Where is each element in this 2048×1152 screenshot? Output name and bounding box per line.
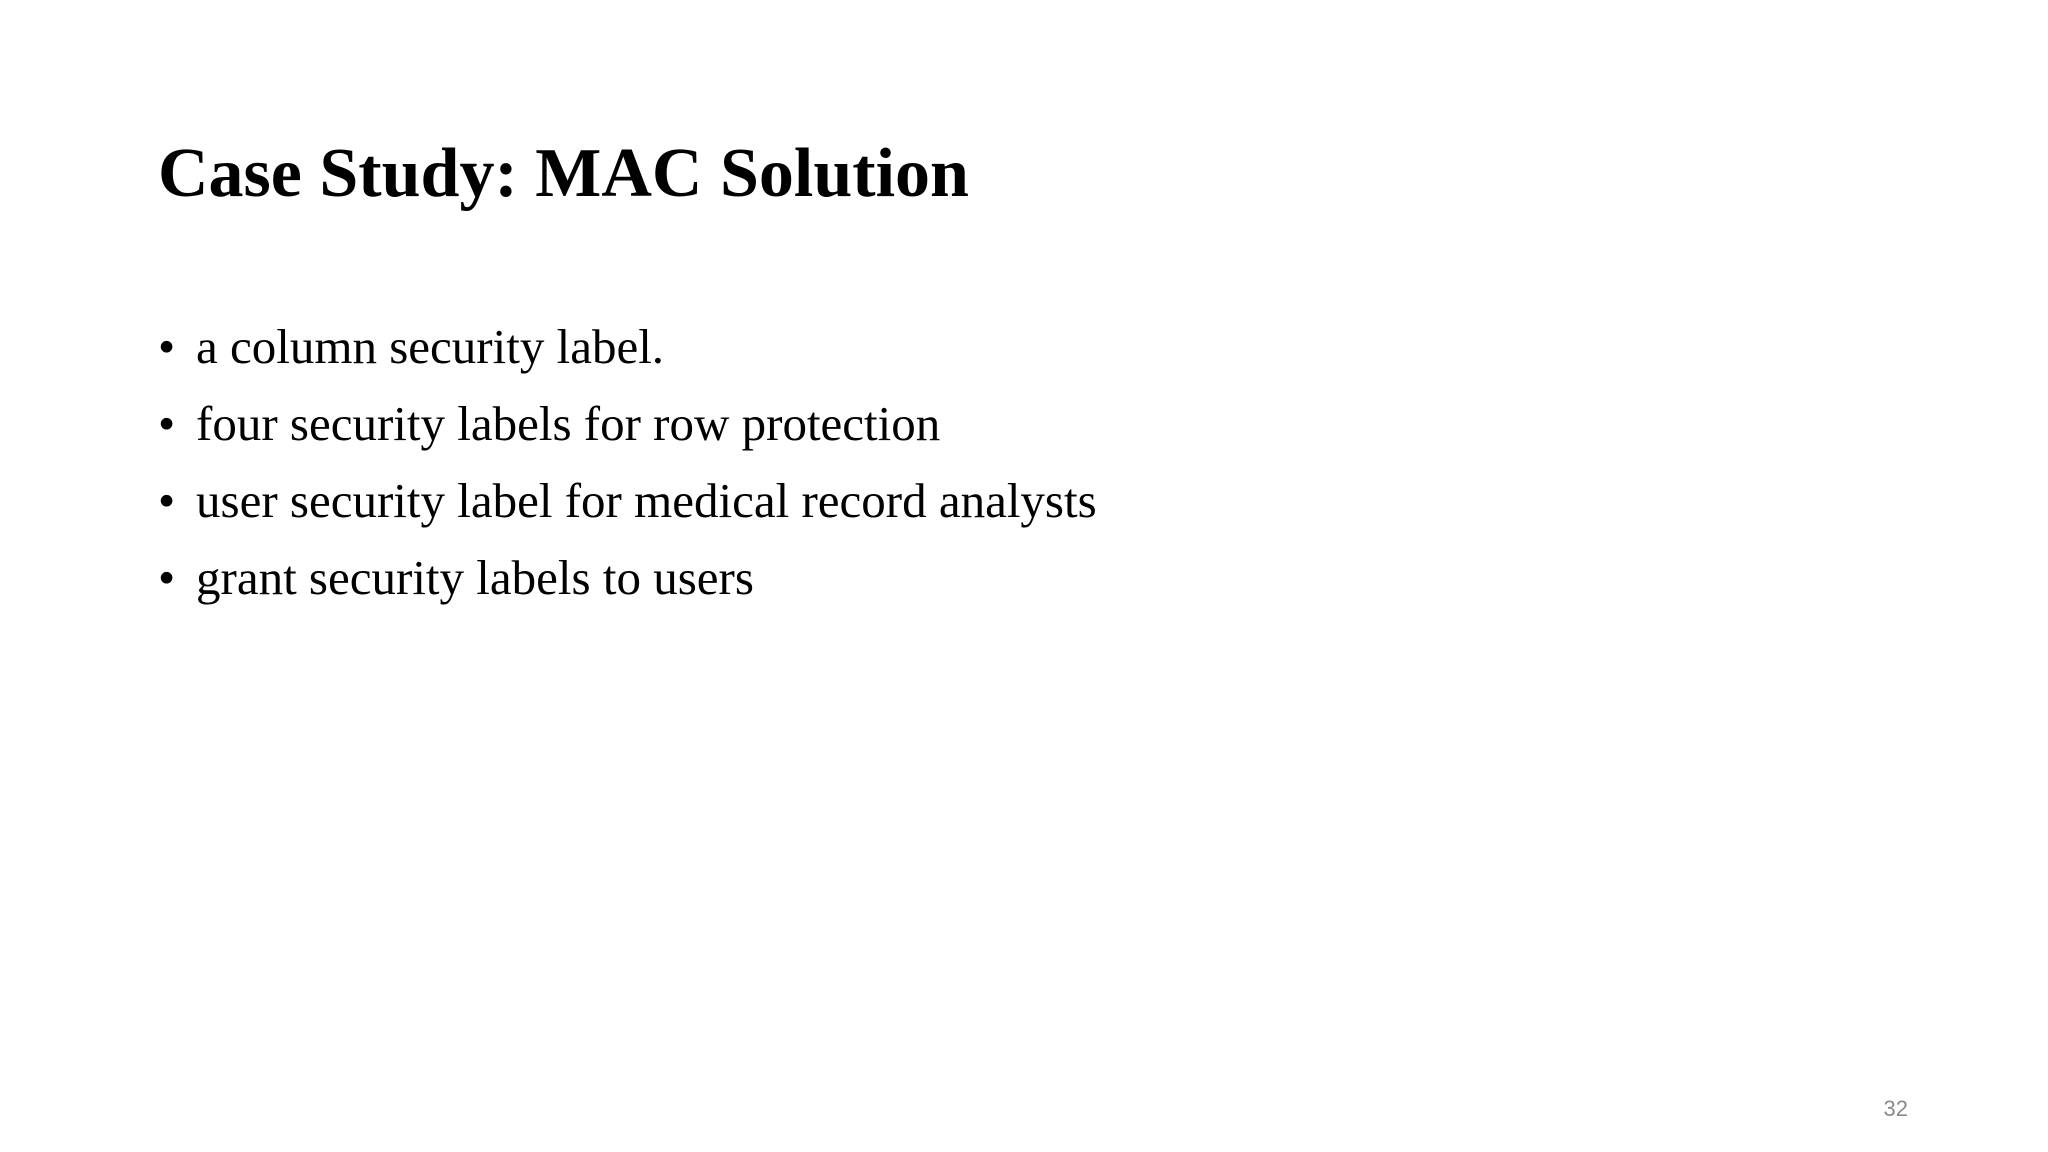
bullet-icon: • xyxy=(158,473,176,528)
list-item xyxy=(158,308,1097,385)
list-item xyxy=(158,385,1097,462)
bullet-icon: • xyxy=(158,319,176,374)
bullet-text: four security labels for row protection xyxy=(196,396,941,451)
page-number: 32 xyxy=(1883,1096,1908,1121)
bullet-icon: • xyxy=(158,396,176,451)
slide-title: Case Study: MAC Solution xyxy=(158,135,969,212)
list-item xyxy=(158,539,1097,616)
bullet-text: grant security labels to users xyxy=(196,550,754,605)
bullet-text: a column security label. xyxy=(196,319,665,374)
bullet-list xyxy=(158,308,1097,616)
list-item xyxy=(158,462,1097,539)
bullet-text: user security label for medical record analysts xyxy=(196,473,1097,528)
bullet-icon: • xyxy=(158,550,176,605)
